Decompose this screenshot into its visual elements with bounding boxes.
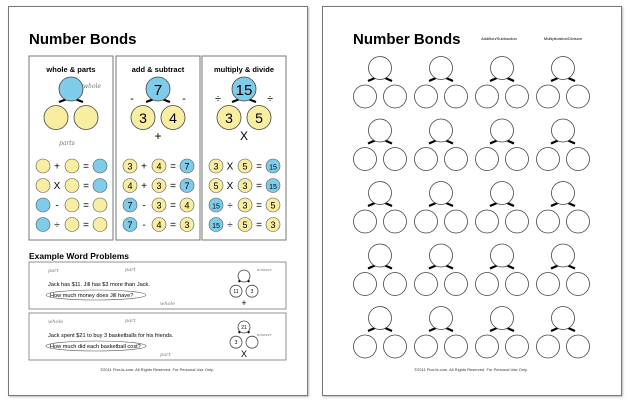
part-circle [384,85,407,108]
bond-part-value: 4 [169,110,177,126]
note: whole [48,319,64,325]
bond-value: 11 [233,289,239,295]
equation-circle [93,218,107,232]
word-problems-heading: Example Word Problems [29,251,129,261]
equation-number: 3 [156,200,162,211]
equation-number: 5 [242,161,248,172]
blank-bond [537,182,590,234]
equation-number: 3 [127,161,133,172]
part-circle [246,336,258,348]
equation-operator: - [142,220,146,231]
equation-operator: + [141,161,147,173]
equation-number: 3 [184,220,190,230]
whole-circle [552,119,575,142]
whole-circle [491,119,514,142]
part-circle [567,210,590,233]
equation-operator: = [256,181,262,192]
equation-circle [93,198,107,212]
part-circle [537,273,560,296]
panel-2 [202,56,286,240]
equation-number: 7 [184,181,190,191]
bond-part-value: 5 [255,110,263,126]
part-circle [384,273,407,296]
whole-circle [430,57,453,80]
panel-heading: multiply & divide [213,65,275,74]
operator-bottom: X [239,129,249,143]
part-circle [384,148,407,171]
part-circle [415,273,438,296]
whole-circle [369,57,392,80]
equation-circle [36,179,50,193]
equation-operator: = [83,181,89,192]
bond-operator: X [240,349,248,359]
part-circle [354,148,377,171]
whole-circle [491,244,514,267]
equation-operator: = [170,161,176,173]
whole-circle [491,307,514,330]
blank-bond [537,119,590,171]
equation-operator: = [256,220,262,231]
equation-circle [65,159,79,173]
problem-question: How much money does Jill have? [50,293,134,299]
operator-right: - [182,93,186,105]
blank-bond [476,307,529,359]
part-circle [354,210,377,233]
blank-bond [476,182,529,234]
note-whole: whole [83,83,102,90]
operator-bottom: + [154,129,162,143]
whole-circle [491,57,514,80]
part-circle [354,335,377,358]
part-circle [354,85,377,108]
blank-bond [354,244,407,296]
bond-value: 21 [241,325,247,331]
whole-circle [491,182,514,205]
whole-circle [552,57,575,80]
part-circle [506,335,529,358]
equation-operator: ÷ [227,200,233,212]
equation-operator: - [55,200,59,212]
part-circle [476,85,499,108]
equation-operator: X [226,161,234,173]
operator-left: - [130,93,134,105]
whole-circle [430,119,453,142]
panel-0 [29,56,113,240]
equation-number: 4 [156,220,162,230]
equation-number: 7 [127,200,133,211]
part-circle [445,273,468,296]
note: part [125,318,136,324]
equation-number: 4 [127,181,133,191]
whole-circle [238,270,250,282]
equation-operator: + [141,181,147,192]
part-circle [506,85,529,108]
equation-number: 4 [156,161,162,172]
page1-footer: ©2011 FiveJs.com. All Rights Reserved. For Personal Use Only. [100,367,214,372]
whole-circle [369,244,392,267]
bond-value: 3 [234,340,238,346]
equation-operator: + [54,161,60,173]
equation-circle [65,198,79,212]
part-circle [537,335,560,358]
part-circle [506,148,529,171]
equation-circle [36,218,50,232]
part-circle [537,85,560,108]
blank-bond [354,57,407,109]
part-circle [476,210,499,233]
blank-bond [415,307,468,359]
equation-operator: = [83,161,89,173]
whole-circle [552,182,575,205]
bond-whole-value: 15 [235,82,253,99]
whole-circle [59,77,83,101]
panel-heading: add & subtract [131,65,185,74]
part-circle [567,273,590,296]
equation-circle [65,179,79,193]
problem-statement: Jack has $11. Jill has $3 more than Jack. [48,282,150,288]
part-circle [506,210,529,233]
panel-heading: whole & parts [46,65,96,74]
page2-footer: ©2011 FiveJs.com. All Rights Reserved. For Personal Use Only. [414,367,528,372]
equation-circle [65,218,79,232]
blank-bond [537,244,590,296]
part-circle [415,148,438,171]
blank-bond [476,119,529,171]
equation-number: 7 [127,220,133,230]
note: part [125,267,136,273]
equation-number: 3 [242,200,248,211]
whole-circle [552,244,575,267]
bond-part-value: 3 [139,110,147,126]
blank-bond [415,244,468,296]
part-circle [537,148,560,171]
equation-number: 15 [212,223,220,230]
note: whole [160,301,176,307]
blank-bond [537,57,590,109]
equation-number: 15 [269,184,277,191]
whole-circle [430,244,453,267]
bond-value: 3 [250,289,254,295]
bond-part-value: 3 [225,110,233,126]
label-multiplication-division: Multiplication/Division [543,36,583,41]
equation-operator: = [256,161,262,173]
blank-bond [415,57,468,109]
equation-number: 4 [184,200,190,211]
equation-operator: = [170,181,176,192]
equation-number: 15 [212,203,220,211]
operator-right: ÷ [266,93,274,105]
part-circle [567,335,590,358]
part-circle [415,210,438,233]
equation-operator: ÷ [54,220,60,231]
equation-number: 3 [213,161,219,172]
bond-whole-value: 7 [153,82,163,99]
equation-operator: - [142,200,146,212]
part-circle [476,273,499,296]
part-circle [44,106,68,130]
equation-number: 3 [270,220,276,230]
label-addition-subtraction: Addition/Subtraction [481,36,517,41]
part-circle [445,85,468,108]
whole-circle [369,307,392,330]
equation-operator: = [170,200,176,212]
page1-title: Number Bonds [29,31,137,48]
part-circle [445,148,468,171]
blank-bond [415,119,468,171]
blank-bond [354,307,407,359]
part-circle [476,335,499,358]
equation-number: 3 [156,181,162,191]
word-problem-1 [29,313,286,360]
equation-operator: = [170,220,176,231]
equation-circle [93,159,107,173]
whole-circle [369,182,392,205]
part-circle [445,335,468,358]
equation-number: 5 [242,220,248,230]
part-circle [384,210,407,233]
equation-number: 7 [184,161,190,172]
equation-number: 5 [270,200,276,211]
operator-left: ÷ [214,93,222,105]
part-circle [506,273,529,296]
word-problem-0 [29,262,286,309]
page2-title: Number Bonds [353,31,461,48]
blank-bond [415,182,468,234]
whole-circle [430,182,453,205]
part-circle [567,85,590,108]
note: part [160,352,171,358]
equation-operator: X [226,181,234,192]
whole-circle [430,307,453,330]
whole-circle [369,119,392,142]
note-answer: answer [257,332,272,337]
part-circle [415,335,438,358]
blank-bond [354,182,407,234]
bond-operator: + [241,298,247,308]
blank-bond [537,307,590,359]
equation-circle [36,198,50,212]
problem-question: How much did each basketball cost? [50,344,141,350]
equation-number: 3 [242,181,248,191]
problem-statement: Jack spent $21 to buy 3 basketballs for his friends. [48,333,174,339]
blank-bond [354,119,407,171]
equation-number: 15 [269,164,277,172]
part-circle [537,210,560,233]
part-circle [567,148,590,171]
panel-1 [116,56,200,240]
part-circle [74,106,98,130]
blank-bond [476,57,529,109]
equation-operator: X [53,181,61,192]
equation-circle [36,159,50,173]
part-circle [415,85,438,108]
part-circle [445,210,468,233]
equation-number: 5 [213,181,219,191]
note-parts: parts [59,140,75,147]
equation-operator: = [83,220,89,231]
part-circle [354,273,377,296]
part-circle [476,148,499,171]
whole-circle [552,307,575,330]
equation-circle [93,179,107,193]
part-circle [384,335,407,358]
equation-operator: ÷ [227,220,233,231]
blank-bond [476,244,529,296]
equation-operator: = [256,200,262,212]
note-answer: answer [257,267,272,272]
note: part [48,268,59,274]
equation-operator: = [83,200,89,212]
